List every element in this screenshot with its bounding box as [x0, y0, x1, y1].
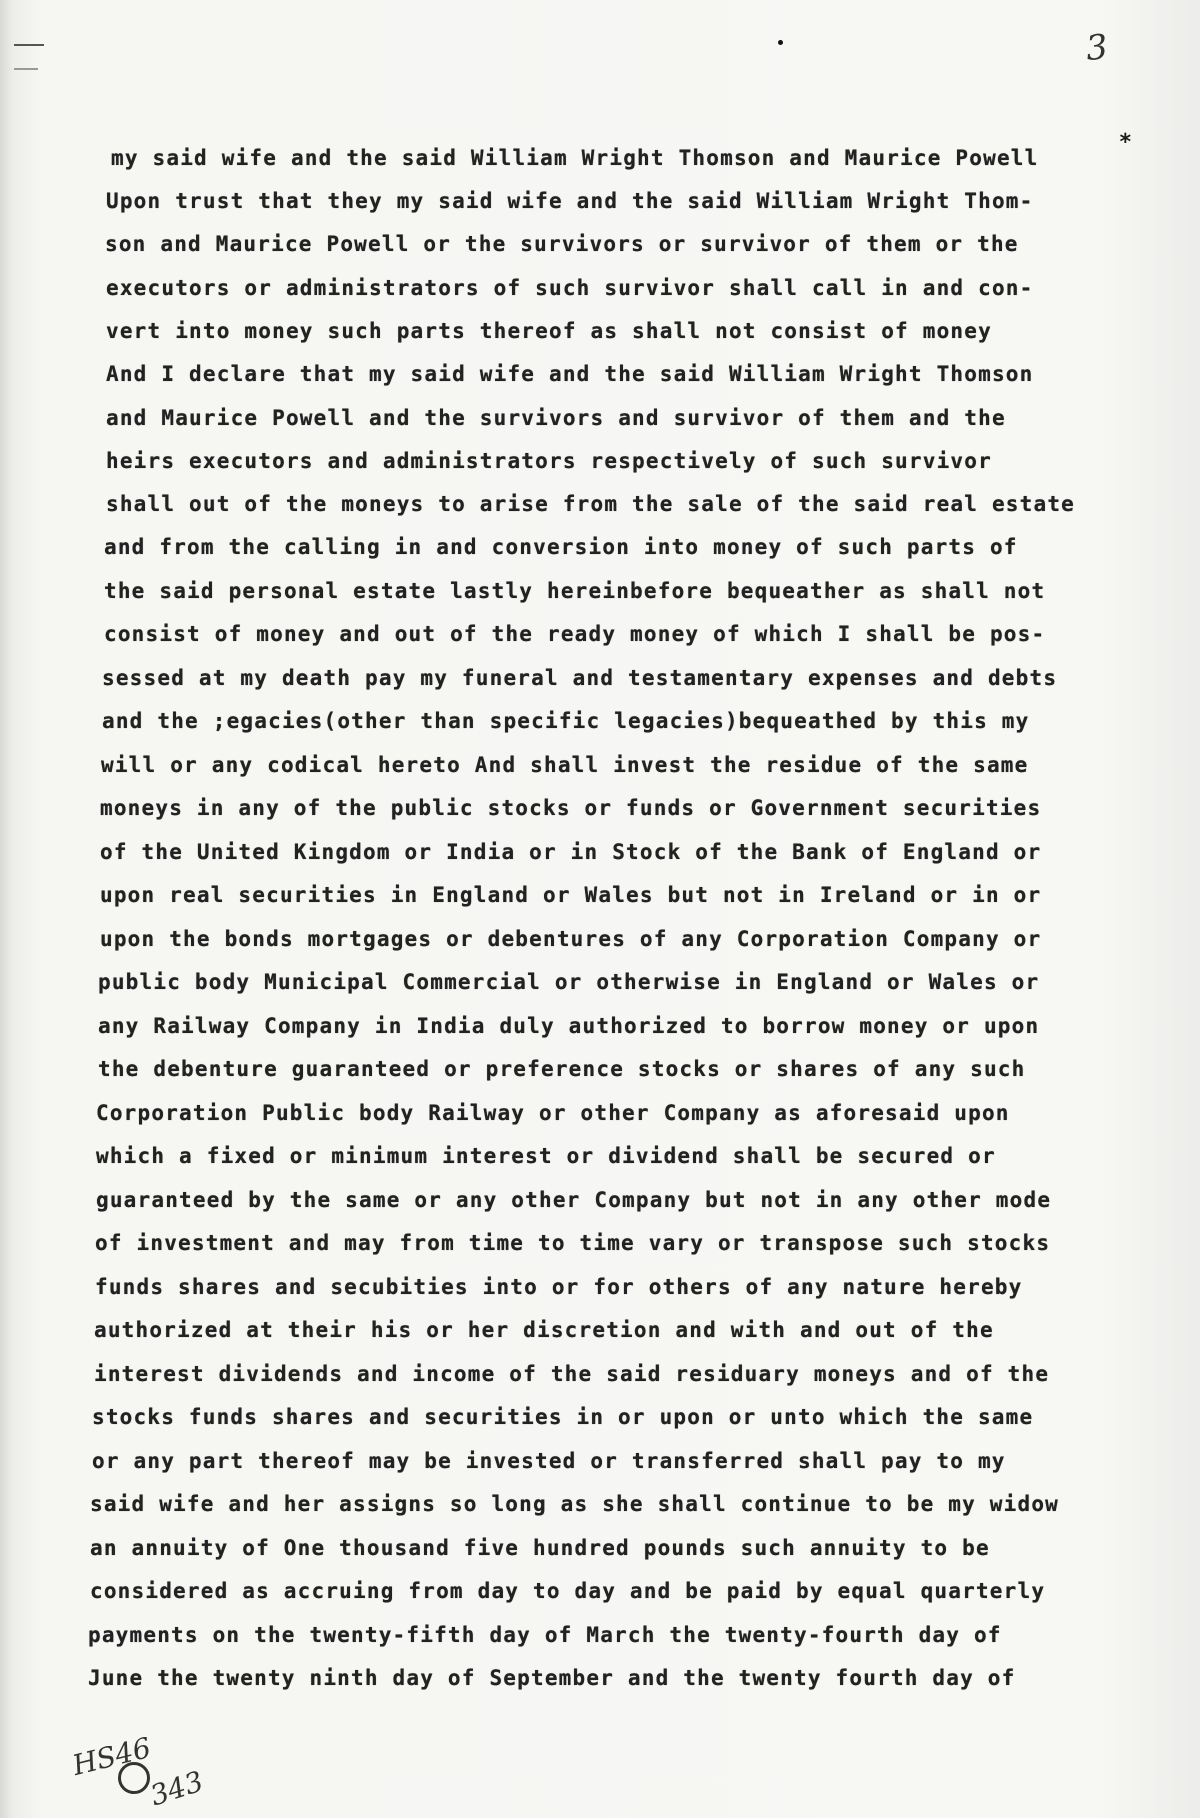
text-line: And I declare that my said wife and the said William Wright Thomson — [106, 362, 1034, 386]
text-line: June the twenty ninth day of September and the twenty fourth day of — [88, 1666, 1016, 1690]
text-line: upon real securities in England or Wales but not in Ireland or in or — [100, 883, 1042, 907]
text-line: payments on the twenty-fifth day of March the twenty-fourth day of — [88, 1623, 1002, 1647]
text-line: son and Maurice Powell or the survivors or survivor of them or the — [105, 232, 1019, 256]
text-line: guaranteed by the same or any other Company but not in any other mode — [96, 1188, 1052, 1212]
text-line: or any part thereof may be invested or transferred shall pay to my — [92, 1449, 1006, 1473]
text-line: will or any codical hereto And shall invest the residue of the same — [101, 753, 1029, 777]
text-line: upon the bonds mortgages or debentures of any Corporation Company or — [100, 927, 1042, 951]
asterisk-mark: * — [1118, 130, 1132, 155]
text-line: Upon trust that they my said wife and the said William Wright Thom- — [106, 189, 1034, 213]
text-line: interest dividends and income of the said residuary moneys and of the — [94, 1362, 1050, 1386]
text-line: funds shares and secubities into or for others of any nature hereby — [95, 1275, 1023, 1299]
text-line: vert into money such parts thereof as shall not consist of money — [106, 319, 992, 343]
text-line: considered as accruing from day to day and be paid by equal quarterly — [90, 1579, 1046, 1603]
text-line: any Railway Company in India duly authorized to borrow money or upon — [98, 1014, 1040, 1038]
text-line: consist of money and out of the ready money of which I shall be pos- — [104, 622, 1046, 646]
text-line: sessed at my death pay my funeral and testamentary expenses and debts — [102, 666, 1058, 690]
text-line: executors or administrators of such survivor shall call in and con- — [106, 276, 1034, 300]
text-line: Corporation Public body Railway or other Company as aforesaid upon — [96, 1101, 1010, 1125]
text-line: and Maurice Powell and the survivors and survivor of them and the — [106, 406, 1006, 430]
text-line: of the United Kingdom or India or in Stock of the Bank of England or — [100, 840, 1042, 864]
circle-stamp-icon — [118, 1762, 150, 1794]
text-line: said wife and her assigns so long as she shall continue to be my widow — [90, 1492, 1060, 1516]
text-line: authorized at their his or her discretion and with and out of the — [94, 1318, 994, 1342]
page-number: 3 — [1084, 26, 1111, 70]
text-line: heirs executors and administrators respectively of such survivor — [106, 449, 992, 473]
text-line: the debenture guaranteed or preference stocks or shares of any such — [98, 1057, 1026, 1081]
text-line: the said personal estate lastly hereinbefore bequeather as shall not — [104, 579, 1046, 603]
text-line: of investment and may from time to time vary or transpose such stocks — [95, 1231, 1051, 1255]
text-line: which a fixed or minimum interest or dividend shall be secured or — [96, 1144, 996, 1168]
text-line: and from the calling in and conversion into money of such parts of — [104, 535, 1018, 559]
handwritten-archive-code: HS46 — [69, 1730, 155, 1783]
text-line: and the ;egacies(other than specific legacies)bequeathed by this my — [102, 709, 1030, 733]
handwritten-folio-number: 343 — [146, 1764, 208, 1813]
text-line: an annuity of One thousand five hundred pounds such annuity to be — [90, 1536, 990, 1560]
text-line: shall out of the moneys to arise from the sale of the said real estate — [106, 492, 1076, 516]
text-line: public body Municipal Commercial or otherwise in England or Wales or — [98, 970, 1040, 994]
text-line: my said wife and the said William Wright Thomson and Maurice Powell — [111, 146, 1039, 170]
text-line: moneys in any of the public stocks or funds or Government securities — [100, 796, 1042, 820]
text-line: stocks funds shares and securities in or upon or unto which the same — [92, 1405, 1034, 1429]
